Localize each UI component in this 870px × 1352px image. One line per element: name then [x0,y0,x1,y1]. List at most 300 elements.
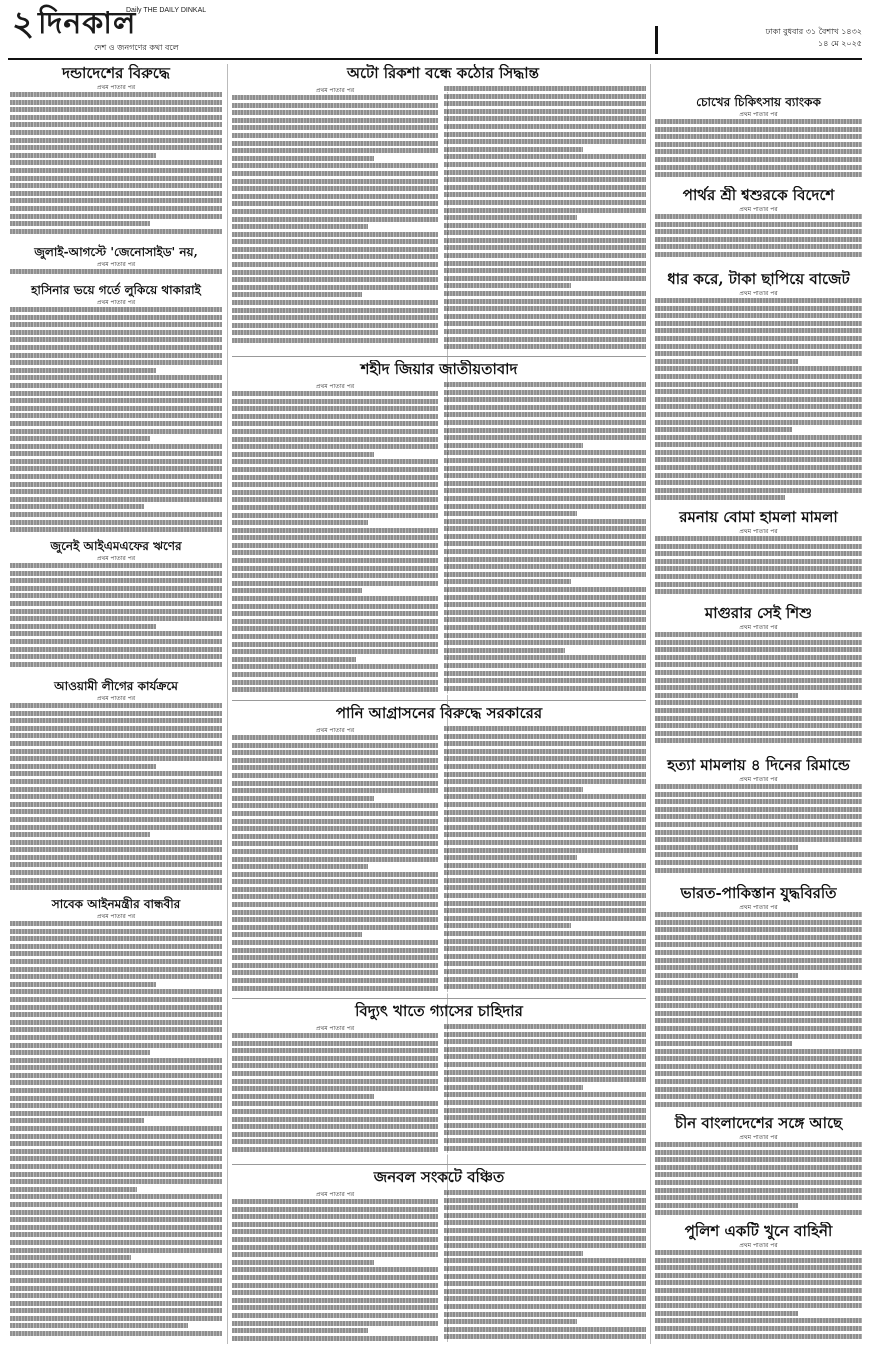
text-line [444,954,646,959]
headline: আওয়ামী লীগের কার্যক্রমে [54,679,178,693]
text-line [655,693,798,698]
text-line [444,1085,583,1090]
text-line [10,1286,222,1291]
text-line [10,1232,222,1237]
text-line [10,176,222,181]
text-line [232,1275,438,1280]
text-line [655,860,862,865]
text-line [232,1336,438,1341]
text-line [232,163,438,168]
text-line [444,617,646,622]
text-line [10,967,222,972]
text-line [655,1064,862,1069]
text-line [655,1071,862,1076]
text-line [444,1274,646,1279]
text-line [10,825,222,830]
byline: প্রথম পাতার পর [315,1025,355,1032]
text-line [444,1251,583,1256]
text-line [655,1087,862,1092]
masthead [8,4,862,56]
text-line [232,300,438,305]
headline: পুলিশ একটি খুনে বাহিনী [684,1222,833,1240]
article-body [655,784,862,880]
article-body [232,735,438,995]
text-line [10,337,222,342]
text-line [655,244,862,249]
text-line [655,536,862,541]
text-line [10,563,222,568]
date-bangla: ঢাকা বুধবার ৩১ বৈশাখ ১৪৩২ [765,27,862,36]
text-line [444,1304,646,1309]
text-line [655,988,862,993]
headline: রমনায় বোমা হামলা মামলা [679,508,838,526]
text-line [655,1318,862,1323]
text-line [655,306,862,311]
section-divider [232,998,646,999]
text-line [10,1194,222,1199]
text-line [10,183,222,188]
text-line [444,215,577,220]
text-line [655,397,862,402]
headline: সাবেক আইনমন্ত্রীর বান্ধবীর [51,897,181,911]
text-line [444,443,583,448]
text-line [232,970,438,975]
text-line [444,602,646,607]
text-line [232,680,438,685]
text-line [444,314,646,319]
text-line [655,566,862,571]
text-line [232,186,438,191]
text-line [444,772,646,777]
text-line [232,834,438,839]
text-line [655,1079,862,1084]
text-line [10,391,222,396]
text-line [232,735,438,740]
text-line [232,110,438,115]
text-line [444,817,646,822]
article-a11 [232,1168,646,1346]
text-line [10,1058,222,1063]
text-line [655,1250,862,1255]
text-line [655,551,862,556]
text-line [232,1048,438,1053]
text-line [444,931,646,936]
byline: প্রথম পাতার পর [739,1134,778,1141]
byline: প্রথম পাতার পর [739,1242,778,1249]
text-line [10,221,150,226]
text-line [232,758,438,763]
text-line [10,787,222,792]
article-a20 [655,1222,862,1346]
text-line [232,672,438,677]
text-line [10,436,150,441]
text-line [232,887,438,892]
article-body [232,1033,438,1161]
text-line [232,1079,438,1084]
text-line [655,685,862,690]
text-line [444,779,646,784]
text-line [232,963,438,968]
text-line [10,878,222,883]
article-a6 [10,896,222,1346]
article-a8 [232,360,646,698]
text-line [232,773,438,778]
text-line [232,535,438,540]
text-line [444,1205,646,1210]
text-line [444,511,577,516]
text-line [655,1210,862,1215]
text-line [444,329,646,334]
byline: প্রথম পাতার পর [96,695,136,702]
article-a17 [655,756,862,882]
byline: প্রথম পাতার পর [739,528,778,535]
text-line [10,764,156,769]
text-line [444,749,646,754]
text-line [232,459,438,464]
text-line [232,1147,438,1152]
text-line [655,589,862,594]
text-line [10,855,222,860]
article-body-continued [444,1024,646,1160]
text-line [232,148,438,153]
headline: জুনেই আইএমএফের ঋণের [50,539,182,553]
text-line [655,495,785,500]
headline: জুলাই-আগস্টে 'জেনোসাইড' নয়, [34,245,198,259]
text-line [10,383,222,388]
text-line [655,822,862,827]
text-line [10,322,222,327]
text-line [10,229,222,234]
text-line [655,435,862,440]
text-line [444,1236,646,1241]
text-line [655,1326,862,1331]
text-line [232,1101,438,1106]
text-line [444,756,646,761]
text-line [655,1188,862,1193]
text-line [232,1207,438,1212]
text-line [655,142,862,147]
text-line [10,1043,222,1048]
text-line [655,382,862,387]
byline: প্রথম পাতার পর [315,383,355,390]
text-line [232,796,374,801]
text-line [444,549,646,554]
text-line [232,558,438,563]
text-line [10,862,222,867]
text-line [10,198,222,203]
text-line [444,496,646,501]
byline: প্রথম পাতার পর [96,261,136,268]
text-line [232,217,438,222]
headline: জনবল সংকটে বঞ্চিত [373,1168,505,1186]
text-line [655,351,862,356]
text-line [655,1296,862,1301]
text-line [232,1063,438,1068]
byline: প্রথম পাতার পর [739,904,778,911]
masthead-rule [8,58,862,60]
article-body [655,298,862,504]
text-line [655,807,862,812]
article-a13 [655,186,862,266]
text-line [10,1020,222,1025]
text-line [232,490,438,495]
text-line [655,837,862,842]
text-line [655,165,862,170]
text-line [655,559,862,564]
text-line [444,1243,646,1248]
text-line [444,306,646,311]
text-line [232,1117,438,1122]
text-line [232,664,438,669]
text-line [10,959,222,964]
text-line [10,269,222,274]
text-line [10,578,222,583]
article-a14 [655,270,862,506]
text-line [655,632,862,637]
text-line [10,1179,222,1184]
text-line [232,308,438,313]
text-line [232,588,362,593]
text-line [232,543,438,548]
text-line [444,885,646,890]
text-line [232,1071,438,1076]
text-line [444,610,646,615]
text-line [655,465,862,470]
text-line [232,528,438,533]
text-line [10,749,222,754]
text-line [655,1203,798,1208]
text-line [444,810,646,815]
text-line [655,1265,862,1270]
text-line [232,765,438,770]
text-line [232,550,438,555]
text-line [655,716,862,721]
text-line [232,986,438,991]
text-line [444,1190,646,1195]
text-line [232,955,438,960]
article-body [10,269,222,279]
article-a18 [655,884,862,1112]
text-line [655,1049,862,1054]
page-number: ২ [12,4,35,44]
text-line [444,223,646,228]
text-line [10,368,156,373]
text-line [655,237,862,242]
text-line [10,1050,150,1055]
text-line [232,819,438,824]
text-line [444,686,646,691]
text-line [444,946,646,951]
article-body-continued [444,1190,646,1344]
text-line [232,270,438,275]
text-line [444,291,646,296]
text-line [655,784,862,789]
text-line [655,582,862,587]
text-line [10,1118,144,1123]
text-line [444,832,646,837]
text-line [655,942,862,947]
text-line [232,292,362,297]
text-line [655,723,862,728]
byline: প্রথম পাতার পর [739,111,778,118]
text-line [232,573,438,578]
text-line [232,634,438,639]
text-line [10,662,222,667]
text-line [232,482,438,487]
text-line [10,1225,222,1230]
text-line [232,1252,438,1257]
article-body-continued [444,382,646,696]
text-line [232,1199,438,1204]
text-line [444,1032,646,1037]
text-line [655,792,862,797]
article-a3 [10,282,222,536]
text-line [10,870,222,875]
text-line [10,1187,137,1192]
text-line [10,1270,222,1275]
text-line [444,1062,646,1067]
headline: পানি আগ্রাসনের বিরুদ্ধে সরকারের [335,704,543,722]
text-line [232,399,438,404]
text-line [655,920,862,925]
text-line [655,852,862,857]
text-line [10,1141,222,1146]
text-line [444,1054,646,1059]
text-line [444,132,646,137]
article-body [655,536,862,598]
text-line [10,982,156,987]
text-line [232,201,438,206]
text-line [232,1237,438,1242]
text-line [232,444,438,449]
text-line [655,996,862,1001]
text-line [232,277,438,282]
text-line [232,864,368,869]
article-a19 [655,1114,862,1220]
text-line [655,328,862,333]
text-line [444,382,646,387]
text-line [232,209,438,214]
text-line [655,1311,798,1316]
text-line [444,1024,646,1029]
text-line [444,939,646,944]
text-line [232,1260,374,1265]
text-line [10,929,222,934]
text-line [444,1108,646,1113]
text-line [232,978,438,983]
text-line [10,1103,222,1108]
text-line [232,1124,438,1129]
text-line [232,826,438,831]
text-line [232,566,438,571]
text-line [232,611,438,616]
text-line [444,1070,646,1075]
text-line [10,703,222,708]
text-line [444,1281,646,1286]
text-line [10,1301,222,1306]
text-line [10,1263,222,1268]
article-body [655,1250,862,1344]
text-line [10,1172,222,1177]
text-line [232,1305,438,1310]
text-line [655,157,862,162]
text-line [232,467,438,472]
text-line [10,817,222,822]
article-a15 [655,508,862,600]
text-line [232,95,438,100]
text-line [10,413,222,418]
text-line [655,927,862,932]
text-line [655,134,862,139]
text-line [232,1290,438,1295]
article-body [10,563,222,675]
text-line [655,1094,862,1099]
text-line [10,482,222,487]
article-a16 [655,604,862,754]
text-line [444,848,646,853]
text-line [10,624,156,629]
text-line [444,1198,646,1203]
text-line [10,92,222,97]
text-line [444,299,646,304]
text-line [232,750,438,755]
text-line [444,655,646,660]
text-line [655,442,862,447]
text-line [10,733,222,738]
text-line [655,480,862,485]
text-line [232,925,438,930]
text-line [232,194,438,199]
text-line [444,154,646,159]
text-line [10,1126,222,1131]
text-line [232,932,362,937]
text-line [444,405,646,410]
text-line [444,1228,646,1233]
article-a9 [232,704,646,996]
text-line [655,708,862,713]
text-line [444,185,646,190]
article-body [655,632,862,752]
text-line [10,936,222,941]
text-line [232,437,438,442]
text-line [232,133,438,138]
text-line [10,191,222,196]
text-line [655,229,862,234]
text-line [444,450,646,455]
text-line [444,473,646,478]
article-a7 [232,64,646,354]
text-line [232,642,438,647]
text-line [444,572,646,577]
text-line [232,1313,438,1318]
text-line [232,902,438,907]
text-line [10,794,222,799]
text-line [232,1139,438,1144]
text-line [655,412,862,417]
text-line [655,980,862,985]
text-line [232,505,438,510]
text-line [444,595,646,600]
text-line [10,1331,222,1336]
article-body [655,912,862,1110]
text-line [655,404,862,409]
newspaper-english-name: Daily THE DAILY DINKAL [126,7,207,14]
newspaper-motto: দেশ ও জনগণের কথা বলে [94,43,179,52]
section-divider [232,1164,646,1165]
article-body [10,703,222,893]
text-line [10,330,222,335]
text-line [10,315,222,320]
